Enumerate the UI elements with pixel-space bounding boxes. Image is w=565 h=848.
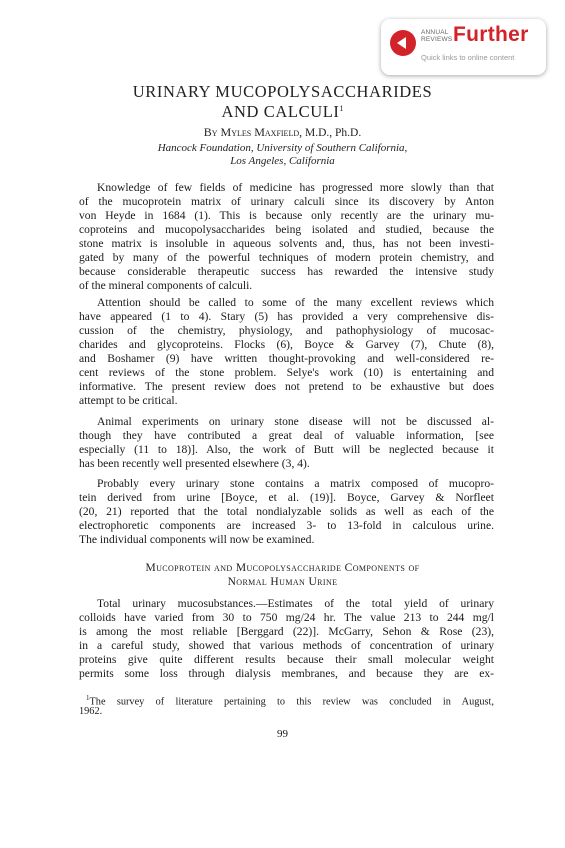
badge-reviews-text: REVIEWS xyxy=(421,36,453,43)
body-line: though they have contributed a great deal of valuable information, [see xyxy=(79,429,494,442)
body-line: coproteins and mucopolysaccharides being isolated and studied, because the xyxy=(79,223,494,236)
byline xyxy=(0,125,565,140)
footnote-line-2: 1962. xyxy=(79,706,103,717)
body-line: cent reviews of the stone problem. Selye's work (10) is entertaining and xyxy=(79,366,494,379)
body-line: informative. The present review does not pretend to be exhaustive but does xyxy=(79,380,494,393)
title-line-2-text: AND CALCULI xyxy=(221,102,340,121)
badge-annual-text: ANNUAL xyxy=(421,29,449,36)
badge-subtitle: Quick links to online content xyxy=(421,53,515,62)
body-line: cussion of the chemistry, physiology, and pathophysiology of mucosac- xyxy=(79,324,494,337)
body-line: (20, 21) reported that the total nondialyzable solids as well as each of the xyxy=(79,505,494,518)
body-line: charides and glycoproteins. Flocks (6), Boyce & Garvey (7), Chute (8), xyxy=(79,338,494,351)
body-line: of the mineral components of calculi. xyxy=(79,279,253,292)
badge-further-text: Further xyxy=(453,23,529,46)
body-line: because considerable therapeutic success has rewarded the intensive study xyxy=(79,265,494,278)
body-line: Attention should be called to some of the many excellent reviews which xyxy=(97,296,494,309)
section-line: proteins give quite different results because their small molecular weight xyxy=(79,653,494,666)
body-line: The individual components will now be examined. xyxy=(79,533,315,546)
footnote-text: The survey of literature pertaining to this review was concluded in August, xyxy=(89,696,494,708)
body-line: tein derived from urine [Boyce, et al. (19)]. Boyce, Garvey & Norfleet xyxy=(79,491,494,504)
section-line: colloids have varied from 30 to 750 mg/24 hr. The value 213 to 244 mg/l xyxy=(79,611,494,624)
further-badge[interactable] xyxy=(381,19,546,75)
author-degrees: M.D., Ph.D. xyxy=(304,127,362,139)
title-line-2 xyxy=(0,100,565,121)
body-line: Knowledge of few fields of medicine has progressed more slowly than that xyxy=(97,181,494,194)
body-line: gated by many of the powerful techniques of modern protein chemistry, and xyxy=(79,251,494,264)
body-line: attempt to be critical. xyxy=(79,394,178,407)
body-line: stone matrix is insoluble in aqueous solvents and, thus, has not been investi- xyxy=(79,237,494,250)
footnote-marker: 1 xyxy=(86,694,90,702)
body-line: of the mucoprotein matrix of urinary calculi since its discovery by Anton xyxy=(79,195,494,208)
body-line: von Heyde in 1684 (1). This is because only recently are the urinary mu- xyxy=(79,209,494,222)
body-line: and Boshamer (9) have written thought-provoking and well-considered re- xyxy=(79,352,494,365)
section-heading-line-1: Mucoprotein and Mucopolysaccharide Components of xyxy=(145,562,420,574)
body-line: especially (11 to 18)]. Also, the work of Butt will be neglected because it xyxy=(79,443,494,456)
affiliation-line-2: Los Angeles, California xyxy=(230,155,335,167)
title-line-1: URINARY MUCOPOLYSACCHARIDES xyxy=(132,82,433,101)
page-number: 99 xyxy=(277,728,288,740)
back-arrow-icon xyxy=(390,30,416,56)
affiliation-line-1: Hancock Foundation, University of Southern California, xyxy=(157,142,408,154)
section-line: is among the most reliable [Berggard (22)]. McGarry, Sehon & Rose (23), xyxy=(79,625,494,638)
section-heading-line-2: Normal Human Urine xyxy=(227,576,338,588)
title-footnote-marker: 1 xyxy=(339,104,344,113)
author-name: By Myles Maxfield, xyxy=(203,125,303,139)
body-line: Probably every urinary stone contains a matrix composed of mucopro- xyxy=(97,477,494,490)
body-line: electrophoretic components are increased 3- to 13-fold in calculous urine. xyxy=(79,519,494,532)
section-line: Total urinary mucosubstances.—Estimates of the total yield of urinary xyxy=(97,597,494,610)
section-line: permits some loss through dialysis membranes, and because they are ex- xyxy=(79,667,494,680)
body-line: Animal experiments on urinary stone disease will not be discussed al- xyxy=(97,415,494,428)
body-line: has been recently well presented elsewhere (3, 4). xyxy=(79,457,310,470)
body-line: have appeared (1 to 4). Stary (5) has provided a very comprehensive dis- xyxy=(79,310,494,323)
section-line: in a careful study, showed that various methods of concentration of urinary xyxy=(79,639,494,652)
